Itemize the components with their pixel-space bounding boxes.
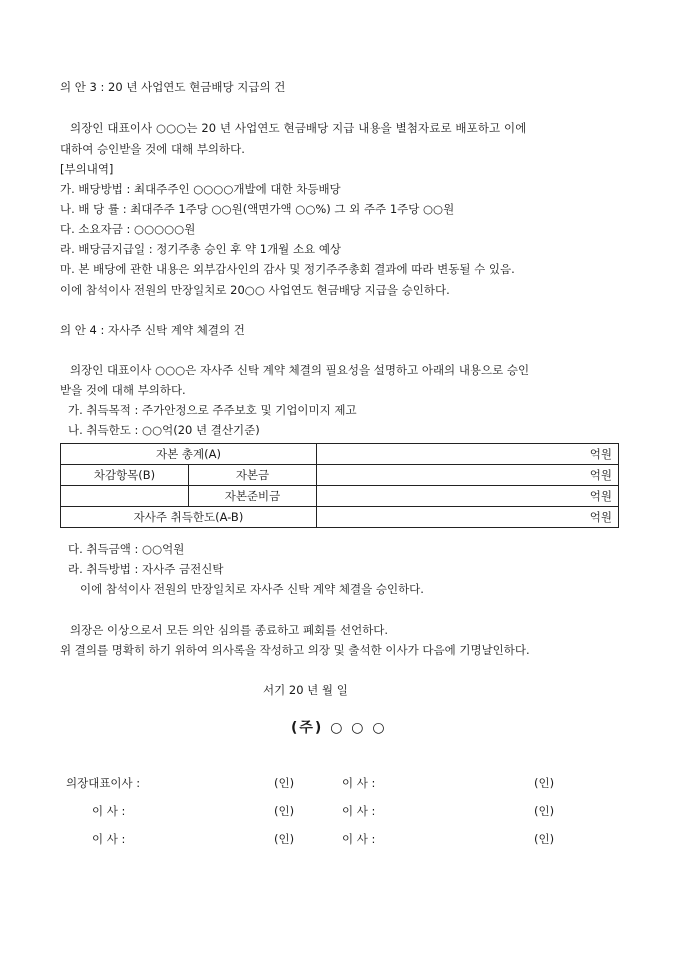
company-name: (주) ○ ○ ○ bbox=[291, 720, 387, 736]
buyback-limit-table bbox=[60, 443, 619, 528]
agenda3-title: 의 안 3 : 20 년 사업연도 현금배당 지급의 건 bbox=[60, 80, 286, 94]
director-label: 이 사 : bbox=[92, 804, 126, 818]
capital-total-label: 자본 총계(A) bbox=[61, 444, 317, 465]
director-label: 이 사 : bbox=[342, 776, 376, 790]
agenda4-item-ra: 라. 취득방법 : 자사주 금전신탁 bbox=[68, 562, 224, 576]
agenda3-item-ma: 마. 본 배당에 관한 내용은 외부감사인의 감사 및 정기주주총회 결과에 따라 변동될 수 있음. bbox=[60, 262, 515, 276]
table-row bbox=[61, 507, 619, 528]
date-line: 서기 20 년 월 일 bbox=[263, 683, 348, 697]
capital-reserve-label: 자본준비금 bbox=[189, 486, 317, 507]
agenda4-item-da: 다. 취득금액 : ○○억원 bbox=[68, 542, 185, 556]
agenda4-item-na: 나. 취득한도 : ○○억(20 년 결산기준) bbox=[68, 423, 260, 437]
agenda3-resolution: 이에 참석이사 전원의 만장일치로 20○○ 사업연도 현금배당 지급을 승인하다. bbox=[60, 283, 450, 297]
agenda3-intro-line2: 대하여 승인받을 것에 대해 부의하다. bbox=[60, 142, 245, 156]
buyback-limit-unit: 억원 bbox=[317, 507, 619, 528]
closing-line2: 위 결의를 명확히 하기 위하여 의사록을 작성하고 의장 및 출석한 이사가 다음에 기명날인하다. bbox=[60, 643, 530, 657]
agenda4-item-ga: 가. 취득목적 : 주가안정으로 주주보호 및 기업이미지 제고 bbox=[68, 403, 357, 417]
director-seal: (인) bbox=[274, 804, 295, 818]
agenda4-intro-line1: 의장인 대표이사 ○○○은 자사주 신탁 계약 체결의 필요성을 설명하고 아래의 내용으로 승인 bbox=[70, 363, 530, 377]
capital-reserve-unit: 억원 bbox=[317, 486, 619, 507]
capital-stock-label: 자본금 bbox=[189, 465, 317, 486]
table-row bbox=[61, 486, 619, 507]
director-seal: (인) bbox=[274, 832, 295, 846]
capital-total-unit: 억원 bbox=[317, 444, 619, 465]
agenda3-intro-line1: 의장인 대표이사 ○○○는 20 년 사업연도 현금배당 지급 내용을 별첨자료로 배포하고 이에 bbox=[70, 121, 527, 135]
deduction-label: 차감항목(B) bbox=[61, 465, 189, 486]
agenda4-resolution: 이에 참석이사 전원의 만장일치로 자사주 신탁 계약 체결을 승인하다. bbox=[80, 582, 424, 596]
agenda3-section-label: [부의내역] bbox=[60, 162, 114, 176]
agenda3-item-na: 나. 배 당 률 : 최대주주 1주당 ○○원(액면가액 ○○%) 그 외 주주 1주당 ○○원 bbox=[60, 202, 455, 216]
director-seal: (인) bbox=[534, 804, 555, 818]
agenda3-item-ga: 가. 배당방법 : 최대주주인 ○○○○개발에 대한 차등배당 bbox=[60, 182, 341, 196]
chair-seal: (인) bbox=[274, 776, 295, 790]
director-label: 이 사 : bbox=[92, 832, 126, 846]
chair-signature-label: 의장대표이사 : bbox=[66, 776, 141, 790]
director-label: 이 사 : bbox=[342, 804, 376, 818]
agenda3-item-da: 다. 소요자금 : ○○○○○원 bbox=[60, 222, 196, 236]
empty-cell bbox=[61, 486, 189, 507]
capital-stock-unit: 억원 bbox=[317, 465, 619, 486]
buyback-limit-label: 자사주 취득한도(A-B) bbox=[61, 507, 317, 528]
table-row bbox=[61, 444, 619, 465]
director-label: 이 사 : bbox=[342, 832, 376, 846]
table-row bbox=[61, 465, 619, 486]
agenda4-intro-line2: 받을 것에 대해 부의하다. bbox=[60, 383, 186, 397]
closing-line1: 의장은 이상으로서 모든 의안 심의를 종료하고 폐회를 선언하다. bbox=[70, 623, 389, 637]
director-seal: (인) bbox=[534, 776, 555, 790]
director-seal: (인) bbox=[534, 832, 555, 846]
agenda4-title: 의 안 4 : 자사주 신탁 계약 체결의 건 bbox=[60, 323, 245, 337]
agenda3-item-ra: 라. 배당금지급일 : 정기주총 승인 후 약 1개월 소요 예상 bbox=[60, 242, 342, 256]
